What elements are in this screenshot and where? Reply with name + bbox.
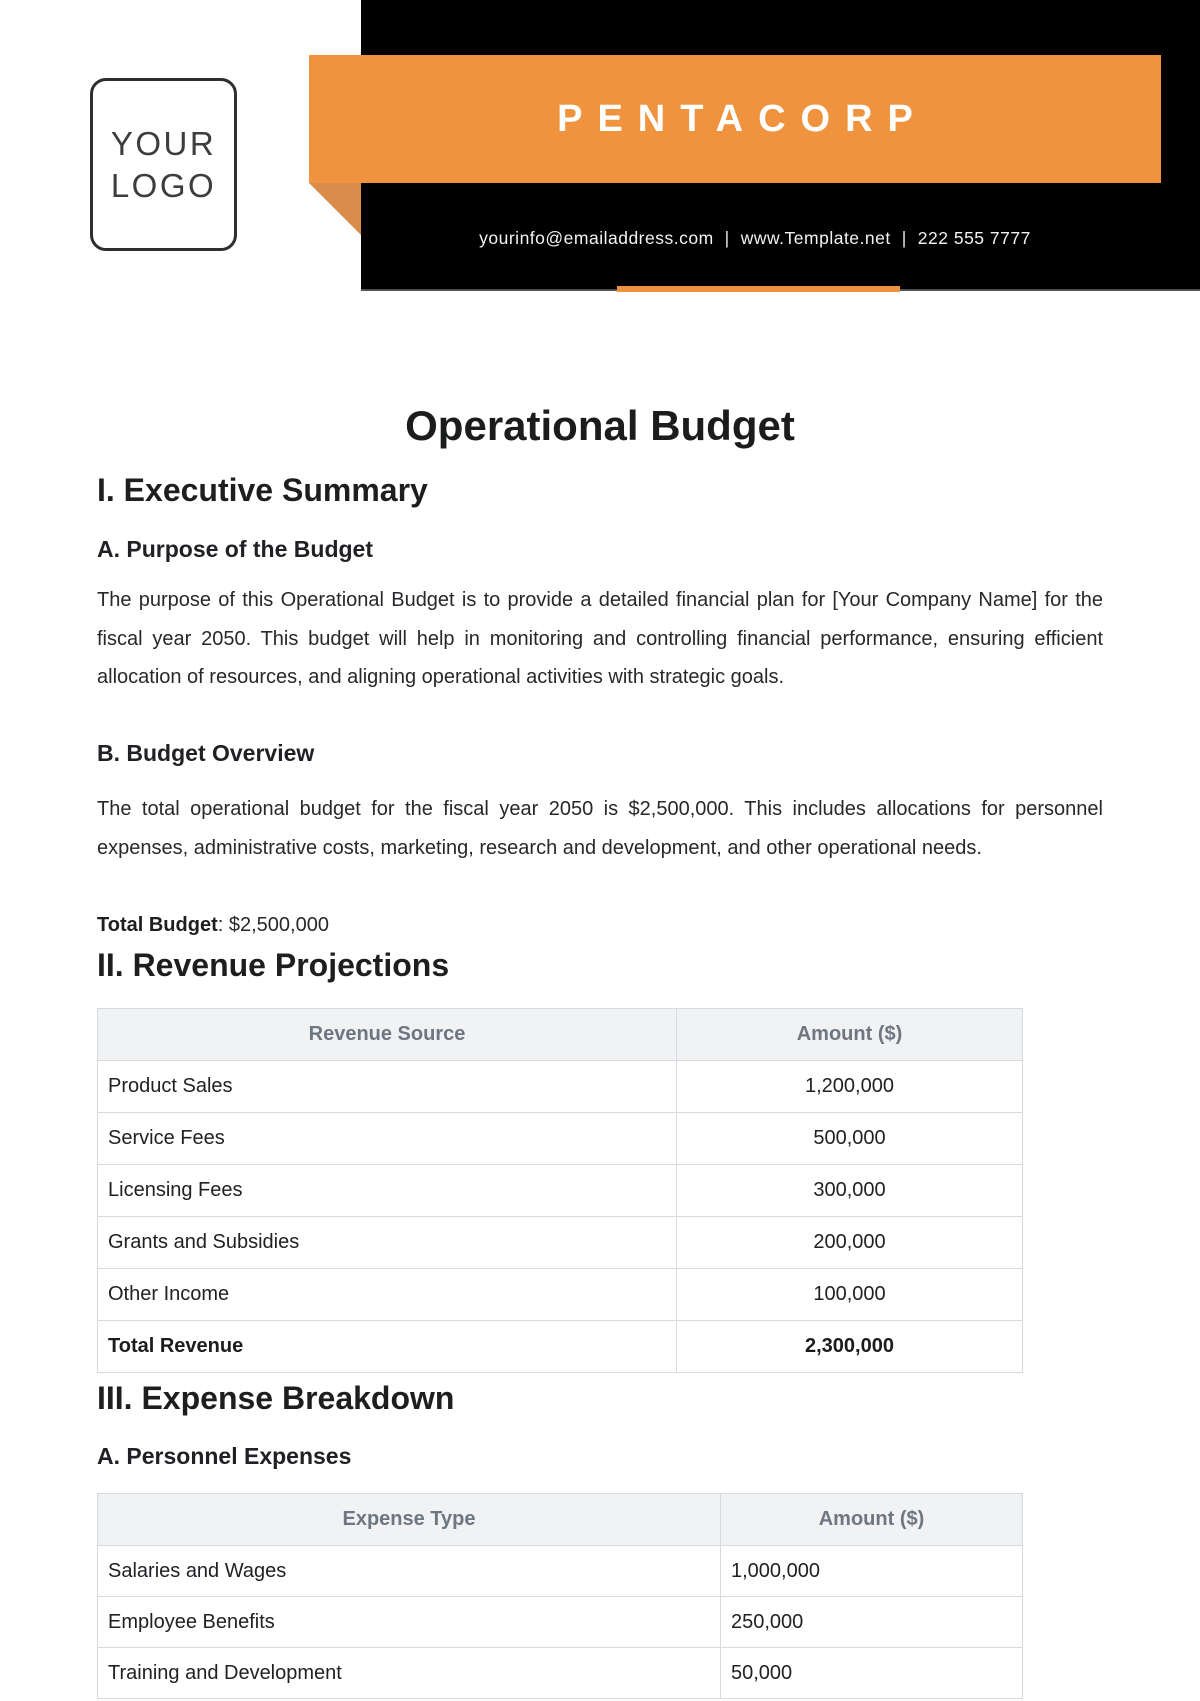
subheading-personnel-expenses: A. Personnel Expenses bbox=[97, 1443, 352, 1469]
company-name: PENTACORP bbox=[557, 97, 928, 140]
contact-email: yourinfo@emailaddress.com bbox=[479, 228, 714, 248]
subheading-purpose-of-budget: A. Purpose of the Budget bbox=[97, 536, 373, 562]
contact-phone: 222 555 7777 bbox=[917, 228, 1031, 248]
expense-type-cell: Salaries and Wages bbox=[98, 1546, 721, 1597]
expense-type-cell: Employee Benefits bbox=[98, 1597, 721, 1648]
table-row bbox=[98, 1269, 1023, 1321]
logo-text-line1: YOUR bbox=[110, 124, 217, 162]
revenue-source-cell: Product Sales bbox=[98, 1061, 677, 1113]
page-title: Operational Budget bbox=[405, 402, 795, 449]
brand-ribbon bbox=[309, 55, 1161, 183]
total-budget-label: Total Budget bbox=[97, 914, 218, 936]
ribbon-fold-triangle bbox=[309, 183, 361, 235]
contact-separator: | bbox=[724, 228, 730, 248]
table-row bbox=[98, 1648, 1023, 1699]
expense-type-cell: Training and Development bbox=[98, 1648, 721, 1699]
section-heading-expense-breakdown: III. Expense Breakdown bbox=[97, 1380, 455, 1416]
revenue-source-cell: Other Income bbox=[98, 1269, 677, 1321]
paragraph-purpose: The purpose of this Operational Budget is to provide a detailed financial plan for [Your Company Name] for the fiscal year 2050. This budget will help in monitoring and controlling financial performance, ensuring efficient allocation of resources, and aligning operational activities with strategic goals. bbox=[97, 589, 1103, 688]
logo-text-line2: LOGO bbox=[110, 166, 217, 204]
revenue-amount-cell: 200,000 bbox=[677, 1217, 1023, 1269]
total-revenue-label-cell: Total Revenue bbox=[98, 1321, 677, 1373]
table-row bbox=[98, 1061, 1023, 1113]
revenue-amount-cell: 500,000 bbox=[677, 1113, 1023, 1165]
expense-table-header-row bbox=[98, 1494, 1023, 1546]
subheading-budget-overview: B. Budget Overview bbox=[97, 740, 315, 766]
expense-col-header-amount: Amount ($) bbox=[721, 1494, 1023, 1546]
total-budget-value: : $2,500,000 bbox=[217, 914, 329, 936]
revenue-amount-cell: 1,200,000 bbox=[677, 1061, 1023, 1113]
expense-col-header-type: Expense Type bbox=[98, 1494, 721, 1546]
revenue-col-header-source: Revenue Source bbox=[98, 1009, 677, 1061]
revenue-col-header-amount: Amount ($) bbox=[677, 1009, 1023, 1061]
total-revenue-row bbox=[98, 1321, 1023, 1373]
contact-line bbox=[361, 228, 1149, 249]
revenue-table bbox=[97, 1008, 1023, 1373]
section-heading-revenue-projections: II. Revenue Projections bbox=[97, 947, 450, 983]
revenue-source-cell: Grants and Subsidies bbox=[98, 1217, 677, 1269]
total-budget-line bbox=[97, 914, 329, 937]
table-row bbox=[98, 1597, 1023, 1648]
table-row bbox=[98, 1546, 1023, 1597]
section-heading-executive-summary: I. Executive Summary bbox=[97, 472, 428, 508]
expense-amount-cell: 50,000 bbox=[721, 1648, 1023, 1699]
table-row bbox=[98, 1165, 1023, 1217]
revenue-amount-cell: 100,000 bbox=[677, 1269, 1023, 1321]
header-accent-strip bbox=[617, 286, 900, 292]
paragraph-overview: The total operational budget for the fiscal year 2050 is $2,500,000. This includes allocations for personnel expenses, administrative costs, marketing, research and development, and other operational needs. bbox=[97, 798, 1103, 859]
revenue-source-cell: Service Fees bbox=[98, 1113, 677, 1165]
personnel-expense-table bbox=[97, 1493, 1023, 1699]
total-revenue-amount-cell: 2,300,000 bbox=[677, 1321, 1023, 1373]
expense-amount-cell: 1,000,000 bbox=[721, 1546, 1023, 1597]
logo-placeholder bbox=[90, 78, 237, 251]
revenue-source-cell: Licensing Fees bbox=[98, 1165, 677, 1217]
table-row bbox=[98, 1113, 1023, 1165]
contact-separator: | bbox=[901, 228, 907, 248]
revenue-table-header-row bbox=[98, 1009, 1023, 1061]
revenue-amount-cell: 300,000 bbox=[677, 1165, 1023, 1217]
table-row bbox=[98, 1217, 1023, 1269]
contact-website: www.Template.net bbox=[740, 228, 891, 248]
expense-amount-cell: 250,000 bbox=[721, 1597, 1023, 1648]
